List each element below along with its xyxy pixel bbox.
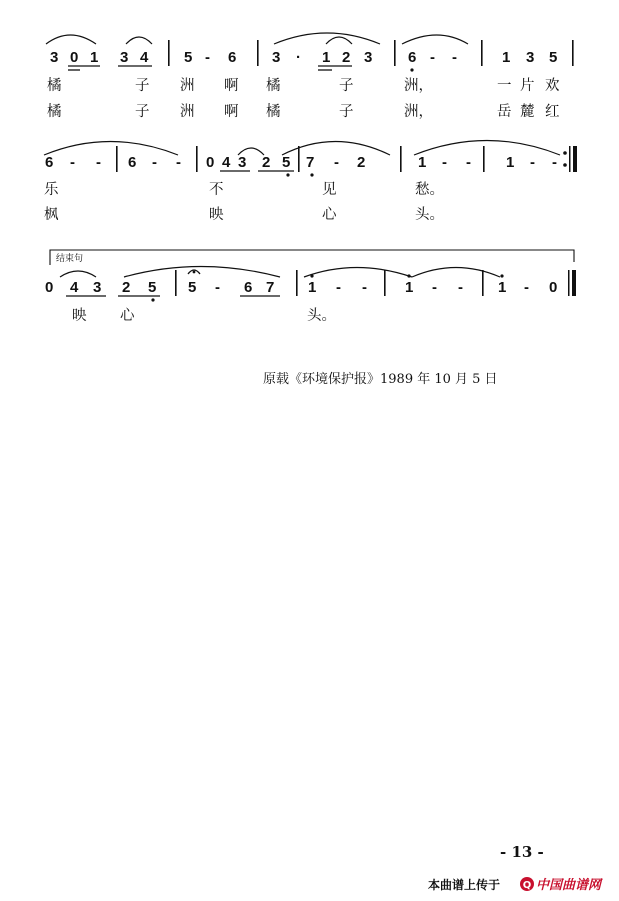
dash: - (442, 154, 447, 171)
slur (60, 271, 96, 277)
dash: - (334, 154, 339, 171)
dash: - (432, 279, 437, 296)
dash: - (458, 279, 463, 296)
lyric: 不 (209, 182, 224, 198)
note: 1 (322, 49, 331, 66)
dash: - (205, 49, 210, 66)
note: 2 (342, 49, 351, 66)
dash: - (524, 279, 529, 296)
lyric: 头。 (415, 207, 444, 223)
barline (298, 146, 300, 172)
lyric: 一 (497, 78, 512, 94)
note: 6 (408, 49, 417, 66)
score-line-2 (44, 141, 577, 224)
slur (126, 37, 152, 44)
note: 0 (45, 279, 54, 296)
dash: - (70, 154, 75, 171)
slur (402, 35, 468, 44)
lower-octave-dot (310, 173, 313, 176)
note: 4 (140, 49, 149, 66)
lyric: 枫 (44, 207, 59, 223)
note: 1 (405, 279, 414, 296)
barline (572, 40, 574, 66)
note: 1 (506, 154, 515, 171)
note: 3 (238, 154, 247, 171)
note: 2 (357, 154, 366, 171)
ending-bracket (50, 250, 574, 265)
note: 6 (128, 154, 137, 171)
dash: - (96, 154, 101, 171)
lyric: 岳 (497, 104, 512, 120)
note: 7 (306, 154, 315, 171)
dash: - (530, 154, 535, 171)
dash: - (362, 279, 367, 296)
dash: - (176, 154, 181, 171)
note: 6 (228, 49, 237, 66)
lyric: 麓 (520, 104, 535, 120)
score-line-3 (45, 250, 576, 324)
slur (414, 141, 560, 156)
barline (482, 270, 484, 296)
dash: - (452, 49, 457, 66)
site-brand: 中国曲谱网 (536, 878, 602, 893)
dash: - (430, 49, 435, 66)
note: 7 (266, 279, 275, 296)
barline (257, 40, 259, 66)
lyric: 见 (322, 182, 337, 198)
lyric: 愁。 (415, 182, 444, 198)
lyric: 洲 (180, 78, 195, 94)
barline (483, 146, 485, 172)
note: 5 (148, 279, 157, 296)
slur (326, 37, 352, 44)
note: 5 (188, 279, 197, 296)
slur (44, 142, 178, 156)
ending-label: 结束句 (56, 254, 84, 264)
lyric: 头。 (307, 308, 336, 324)
note: 4 (222, 154, 231, 171)
lower-octave-dot (286, 173, 289, 176)
lyric: 欢 (545, 78, 560, 94)
upper-octave-dot (310, 274, 313, 277)
barline (296, 270, 298, 296)
note: 6 (244, 279, 253, 296)
note: 1 (498, 279, 507, 296)
lyric: 子 (135, 104, 150, 120)
lyric: 片 (520, 78, 535, 94)
lyric: 橘 (47, 104, 62, 120)
lyric: 子 (339, 78, 354, 94)
barline (116, 146, 118, 172)
repeat-end-sign (563, 146, 577, 172)
lower-octave-dot (410, 68, 413, 71)
barline (175, 270, 177, 296)
note: 3 (526, 49, 535, 66)
lyric: 子 (339, 104, 354, 120)
lyric: 洲， (404, 104, 433, 120)
lyric: 红 (545, 104, 560, 120)
barline (384, 270, 386, 296)
note: 1 (308, 279, 317, 296)
lyric: 乐 (44, 182, 59, 198)
note: 5 (184, 49, 193, 66)
note: 1 (90, 49, 99, 66)
note: 0 (206, 154, 215, 171)
lyric: 洲 (180, 104, 195, 120)
dot: · (296, 49, 301, 66)
note: 3 (364, 49, 373, 66)
slur (46, 35, 96, 44)
barline (481, 40, 483, 66)
note: 3 (120, 49, 129, 66)
dash: - (215, 279, 220, 296)
note: 0 (549, 279, 558, 296)
lyric: 啊 (224, 104, 239, 120)
final-barline (568, 270, 576, 296)
note: 2 (262, 154, 271, 171)
lower-octave-dot (151, 298, 154, 301)
lyric: 心 (322, 207, 337, 223)
source-attribution: 原载《环境保护报》1989 年 10 月 5 日 (263, 372, 498, 387)
note: 1 (502, 49, 511, 66)
note: 1 (418, 154, 427, 171)
dash: - (466, 154, 471, 171)
note: 4 (70, 279, 79, 296)
slur (412, 268, 500, 278)
site-logo-icon (520, 877, 534, 891)
svg-text:Q: Q (522, 880, 532, 891)
lyric: 橘 (47, 78, 62, 94)
score-line-1 (46, 33, 574, 120)
lyric: 映 (209, 207, 224, 223)
slur (304, 268, 412, 278)
page-number: - 13 - (500, 843, 544, 861)
footer-watermark (428, 877, 604, 893)
note: 3 (93, 279, 102, 296)
beam-lines (68, 66, 352, 70)
barline (196, 146, 198, 172)
note: 3 (50, 49, 59, 66)
lyric: 心 (120, 308, 135, 324)
note: 2 (122, 279, 131, 296)
lyric: 子 (135, 78, 150, 94)
note: 5 (282, 154, 291, 171)
lyric: 啊 (224, 78, 239, 94)
fermata-icon (188, 270, 200, 274)
slur (124, 267, 280, 278)
note: 5 (549, 49, 558, 66)
lyric: 洲， (404, 78, 433, 94)
barline (400, 146, 402, 172)
note: 3 (272, 49, 281, 66)
barline (168, 40, 170, 66)
upper-octave-dot (500, 274, 503, 277)
upper-octave-dot (407, 274, 410, 277)
dash: - (152, 154, 157, 171)
note: 6 (45, 154, 54, 171)
dash: - (552, 154, 557, 171)
note: 0 (70, 49, 79, 66)
lyric: 橘 (266, 78, 281, 94)
lyric: 橘 (266, 104, 281, 120)
upload-note: 本曲谱上传于 (428, 878, 501, 892)
lyric: 映 (72, 308, 87, 324)
dash: - (336, 279, 341, 296)
barline (394, 40, 396, 66)
